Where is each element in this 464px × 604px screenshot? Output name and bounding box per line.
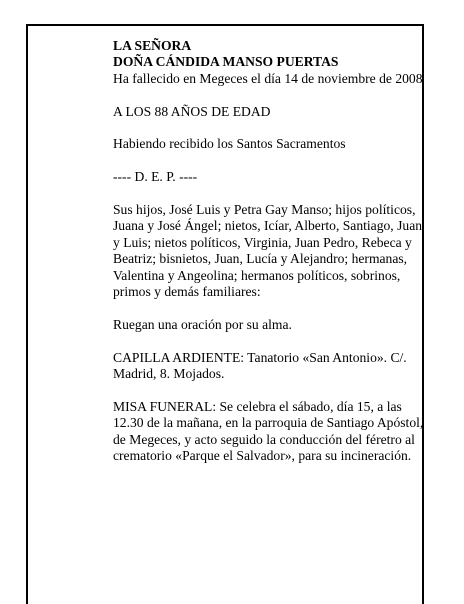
funeral-text: MISA FUNERAL: Se celebra el sábado, día 15, a las 12.30 de la mañana, en la parroquia de Santiago Apóstol, de Megeces, y acto seguido la conducción del féretro al crematorio «Parque el Salvador», para su incineración. <box>113 398 424 464</box>
chapel-text: CAPILLA ARDIENTE: Tanatorio «San Antonio». C/. Madrid, 8. Mojados. <box>113 349 407 382</box>
age-text: A LOS 88 AÑOS DE EDAD <box>113 103 271 119</box>
death-notice-text: Ha fallecido en Megeces el día 14 de noviembre de 2008 <box>113 70 423 86</box>
dep-text: ---- D. E. P. ---- <box>113 169 198 185</box>
deceased-name: DOÑA CÁNDIDA MANSO PUERTAS <box>113 54 339 70</box>
notice-title: LA SEÑORA <box>113 38 192 53</box>
family-text: Sus hijos, José Luis y Petra Gay Manso; hijos políticos, Juana y José Ángel; nietos, Icíar, Alberto, Santiago, Juan y Luis; nietos políticos, Virginia, Juan Pedro, Rebeca y Beatriz; bisnietos, Juan, Lucía y Alejandro; hermanas, Valentina y Angeolina; hermanos políticos, sobrinos, primos y demás familiares: <box>113 202 423 300</box>
sacraments-text: Habiendo recibido los Santos Sacramentos <box>113 136 346 152</box>
prayer-text: Ruegan una oración por su alma. <box>113 316 292 332</box>
obituary-notice <box>113 38 429 481</box>
